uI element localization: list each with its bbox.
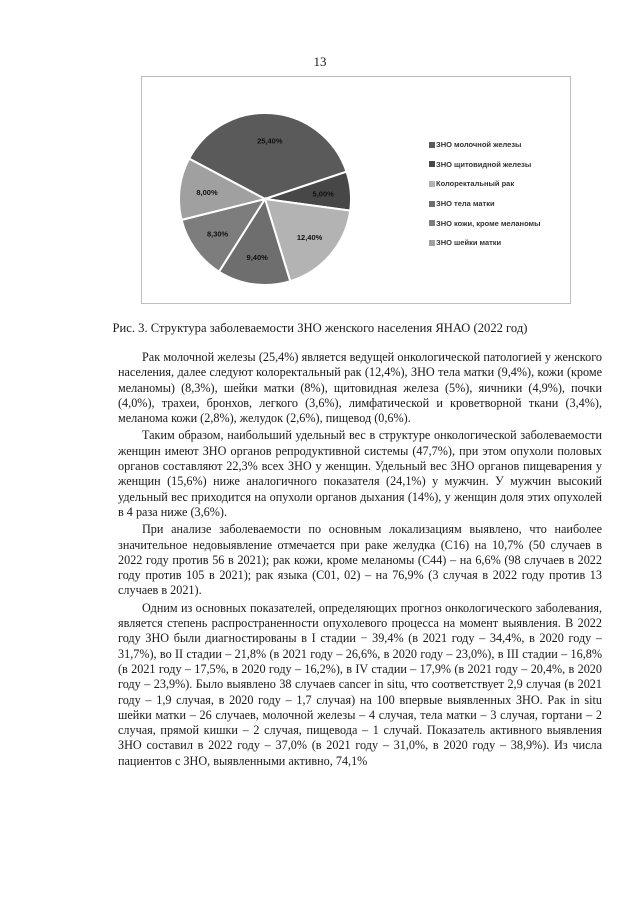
pie-data-label: 12,40% xyxy=(296,232,323,242)
legend-label: Колоректальный рак xyxy=(436,179,515,189)
legend-label: ЗНО кожи, кроме меланомы xyxy=(436,218,541,228)
legend-label: ЗНО молочной железы xyxy=(436,140,522,150)
pie-data-label: 9,40% xyxy=(246,253,268,262)
paragraph: При анализе заболеваемости по основным локализациям выявлено, что наиболее значительное недовыявление отмечается при раке желудка (С16) на 10,7% (50 случаев в 2022 году против 56 в 2021); рак кожи, кроме меланомы (С44) – на 6,6% (98 случаев в 2022 году против 105 в 2021); рак языка (С01, 02) – на 76,9% (3 случая в 2022 году против 13 случаев в 2021). xyxy=(118,522,602,598)
legend-swatch xyxy=(429,142,435,148)
legend-swatch xyxy=(429,201,435,207)
body-text xyxy=(118,350,602,771)
pie-data-label: 8,30% xyxy=(206,229,229,239)
chart-legend xyxy=(429,135,541,253)
legend-swatch xyxy=(429,220,435,226)
legend-swatch xyxy=(429,240,435,246)
legend-label: ЗНО шейки матки xyxy=(436,238,502,248)
figure-caption: Рис. 3. Структура заболеваемости ЗНО женского населения ЯНАО (2022 год) xyxy=(112,321,528,335)
legend-item xyxy=(429,174,541,194)
pie-data-label: 25,40% xyxy=(257,136,283,146)
paragraph: Одним из основных показателей, определяющих прогноз онкологического заболевания, является степень распространенности опухолевого процесса на момент выявления. В 2022 году ЗНО были диагностированы в I стадии − 39,4% (в 2021 году – 34,4%, в 2020 году – 31,7%), во II стадии – 21,8% (в 2021 году – 26,6%, в 2020 году – 23,0%), в III стадии – 16,8% (в 2021 году – 17,5%, в 2020 году – 16,2%), в IV стадии – 17,9% (в 2021 году – 20,4%, в 2020 году – 23,9%). Было выявлено 38 случаев cancer in situ, что соответствует 2,9 случая (в 2021 году – 1,9 случая, в 2020 году – 1,7 случая) на 100 впервые выявленных ЗНО. Рак in situ шейки матки – 26 случаев, молочной железы – 4 случая, тела матки – 3 случая, гортани – 2 случая, прямой кишки – 2 случая, пищевода – 1 случай. Показатель активного выявления ЗНО составил в 2022 году – 37,0% (в 2021 году – 31,0%, в 2020 году – 38,9%). Из числа пациентов с ЗНО, выявленными активно, 74,1% xyxy=(118,600,602,768)
legend-item xyxy=(429,135,541,155)
paragraph: Таким образом, наибольший удельный вес в структуре онкологической заболеваемости женщин имеют ЗНО органов репродуктивной системы (47,7%), при этом опухоли половых органов составляют 22,3% всех ЗНО у женщин. Удельный вес ЗНО органов пищеварения у женщин (15,6%) ниже аналогичного показателя (24,1%) у мужчин. У мужчин высокий удельный вес приходится на опухоли органов дыхания (14%), у женщин доля этих опухолей в 4 раза ниже (3,6%). xyxy=(118,428,602,519)
legend-item xyxy=(429,194,541,214)
legend-item xyxy=(429,155,541,175)
legend-label: ЗНО щитовидной железы xyxy=(436,159,532,169)
legend-swatch xyxy=(429,161,435,167)
legend-swatch xyxy=(429,181,435,187)
paragraph: Рак молочной железы (25,4%) является ведущей онкологической патологией у женского населения, далее следуют колоректальный рак (12,4%), ЗНО тела матки (9,4%), кожи (кроме меланомы) (8,3%), шейки матки (8%), щитовидная железа (5%), яичники (4,9%), почки (4,0%), трахеи, бронхов, легкого (3,6%), лимфатической и кроветворной ткани (3,4%), меланома кожи (2,8%), желудок (2,6%), пищевод (0,6%). xyxy=(118,350,602,426)
legend-item xyxy=(429,213,541,233)
legend-label: ЗНО тела матки xyxy=(436,199,495,209)
pie-data-label: 5,00% xyxy=(312,189,334,199)
pie-data-label: 8,00% xyxy=(196,187,218,197)
page-number: 13 xyxy=(313,54,327,69)
legend-item xyxy=(429,233,541,253)
pie-chart xyxy=(141,76,571,304)
